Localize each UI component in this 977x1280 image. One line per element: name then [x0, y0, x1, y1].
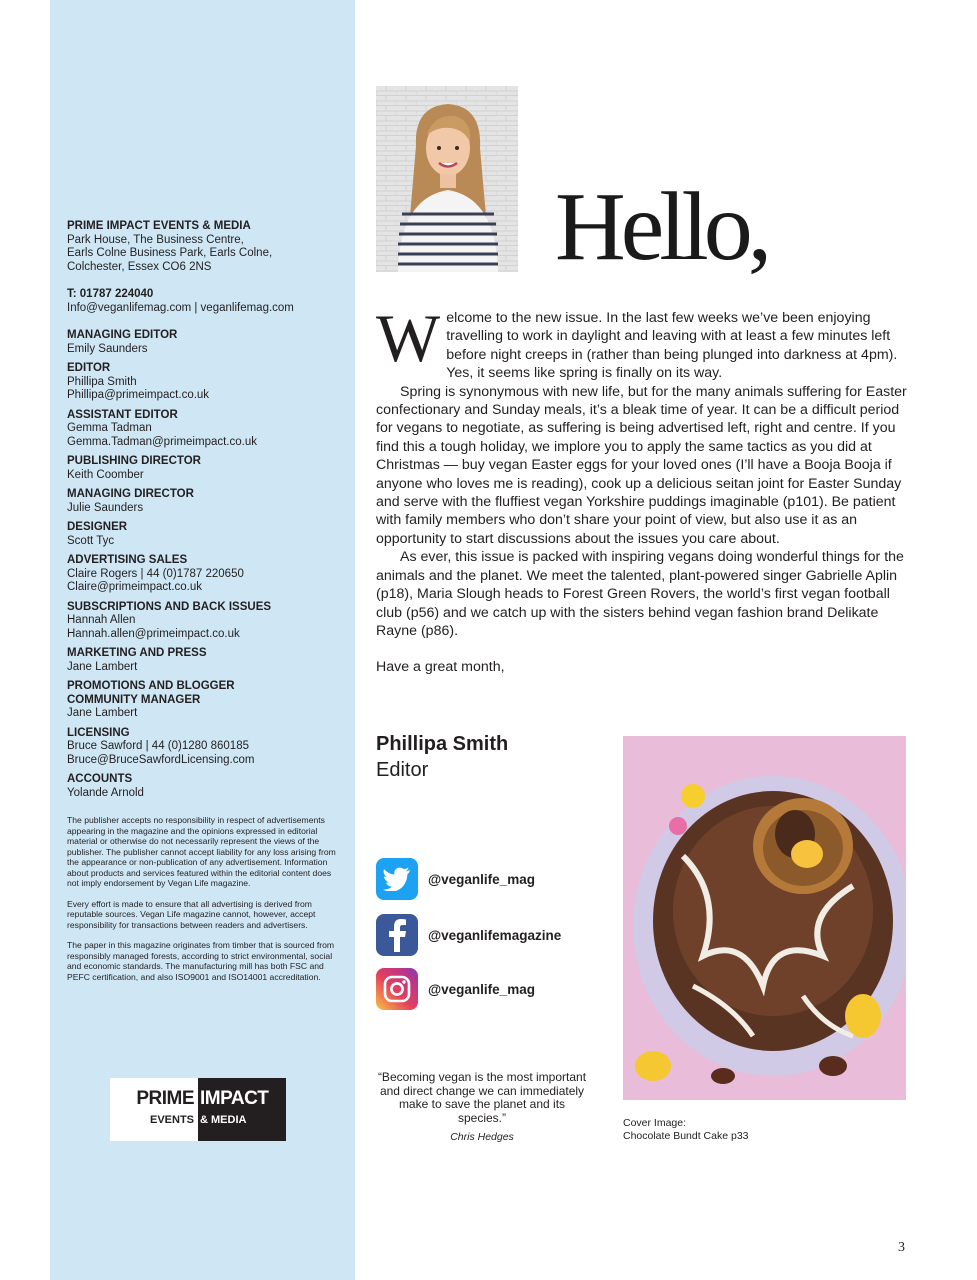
- editorial-letter: [376, 300, 908, 677]
- page-number: 3: [898, 1240, 905, 1255]
- cover-caption-label: Cover Image:: [623, 1117, 687, 1129]
- editorial-paragraph-3: As ever, this issue is packed with inspiring vegans doing wonderful things for the animals and the planet. We meet the talented, plant-powered singer Gabrielle Aplin (p18), Maria Slough heads to Forest Green Rovers, the world’s first vegan football club (p56) and we catch up with the sisters behind vegan fashion brand Delikate Rayne (p86).: [376, 549, 904, 639]
- role-label: MANAGING EDITOR: [67, 329, 178, 341]
- role-person: Phillipa Smith: [67, 375, 137, 388]
- logo-right-panel: [198, 1078, 286, 1141]
- editor-portrait-illustration: [376, 86, 518, 272]
- role-advertising-sales: [67, 554, 347, 595]
- publisher-address-line: Park House, The Business Centre,: [67, 233, 244, 246]
- role-email[interactable]: Hannah.allen@primeimpact.co.uk: [67, 627, 240, 640]
- twitter-icon: [376, 858, 418, 900]
- role-person: Julie Saunders: [67, 501, 144, 514]
- twitter-handle[interactable]: @veganlife_mag: [428, 871, 535, 887]
- social-facebook[interactable]: [376, 914, 561, 956]
- role-label: ACCOUNTS: [67, 773, 133, 785]
- editorial-text: elcome to the new issue. In the last few weeks we’ve been enjoying travelling to work in daylight and leaving with at least a few minutes left before night creeps in (rather than being plunged into darkness at 4pm). Yes, it seems like spring is finally on its way.: [446, 310, 898, 382]
- instagram-icon: [376, 968, 418, 1010]
- role-licensing: [67, 727, 347, 768]
- facebook-handle[interactable]: @veganlifemagazine: [428, 927, 562, 943]
- cover-image: [623, 736, 906, 1100]
- role-email[interactable]: Phillipa@primeimpact.co.uk: [67, 389, 210, 401]
- editorial-signoff: Have a great month,: [376, 659, 505, 676]
- role-label-line2: COMMUNITY MANAGER: [67, 693, 201, 706]
- role-marketing-press: [67, 647, 347, 674]
- pull-quote: “Becoming vegan is the most important and direct change we can immediately make to save the planet and its species.”: [377, 1070, 587, 1125]
- role-label: EDITOR: [67, 362, 111, 374]
- publisher-phone: T: 01787 224040: [67, 288, 154, 300]
- role-assistant-editor: [67, 409, 347, 450]
- masthead: [67, 220, 347, 806]
- logo-word-impact: IMPACT: [200, 1088, 269, 1109]
- role-person: Bruce Sawford | 44 (0)1280 860185: [67, 740, 249, 752]
- role-label: ASSISTANT EDITOR: [67, 408, 178, 421]
- publisher-name: PRIME IMPACT EVENTS & MEDIA: [67, 220, 251, 232]
- page-title: Hello,: [555, 173, 768, 281]
- role-person: Claire Rogers | 44 (0)1787 220650: [67, 567, 244, 580]
- role-accounts: [67, 773, 347, 800]
- role-person: Gemma Tadman: [67, 422, 152, 434]
- disclaimer-paragraph: The paper in this magazine originates from timber that is sourced from responsibly managed forests, according to strict environmental, social and economic standards. The manufacturing mill has both FSC and PEFC certification, and also ISO9001 and ISO14001 accreditation.: [67, 940, 335, 982]
- editorial-paragraph-2: Spring is synonymous with new life, but for the many animals suffering for Easter confectionary and Sunday meals, it’s a bleak time of year. It can be a difficult period for vegans to negotiate, as suffering is being advertised left, right and centre. If you find this a tough holiday, we implore you to apply the same tactics as you did at Christmas — buy vegan Easter eggs for your loved ones (I’ll have a Booja Booja if anyone who loves me is reading), cook up a delicious seitan joint for Easter Sunday and serve with the fluffiest vegan Yorkshire puddings imaginable (p101). Be patient with family members who don’t share your point of view, but also use it as an opportunity to start discussions about the issues you care about.: [376, 383, 907, 547]
- publisher-address-line: Earls Colne Business Park, Earls Colne,: [67, 247, 273, 259]
- editor-role: Editor: [376, 759, 429, 781]
- role-email[interactable]: Gemma.Tadman@primeimpact.co.uk: [67, 435, 257, 448]
- role-label: PUBLISHING DIRECTOR: [67, 455, 201, 467]
- role-label: ADVERTISING SALES: [67, 554, 188, 566]
- role-designer: [67, 521, 347, 548]
- facebook-icon: [376, 914, 418, 956]
- logo-word-events: EVENTS: [149, 1114, 194, 1126]
- role-label: PROMOTIONS AND BLOGGER: [67, 680, 235, 692]
- cover-caption-title: Chocolate Bundt Cake p33: [623, 1130, 749, 1142]
- logo-word-prime: PRIME: [136, 1088, 194, 1109]
- role-label: DESIGNER: [67, 521, 128, 533]
- disclaimer-paragraph: The publisher accepts no responsibility in respect of advertisements appearing in the magazine and the opinions expressed in editorial material or otherwise do not necessarily represent the views of the publisher. The publisher cannot accept liability for any loss arising from the appearance or non-publication of any advertisement. Information about products and services featured within the editorial content does not imply endorsement by Vegan Life magazine.: [67, 815, 336, 888]
- role-editor: [67, 362, 347, 403]
- publisher-disclaimer: [67, 815, 342, 992]
- publisher-web[interactable]: Info@veganlifemag.com | veganlifemag.com: [67, 301, 294, 314]
- editor-name: Phillipa Smith: [376, 733, 509, 755]
- publisher-contact: [67, 288, 347, 315]
- cover-caption: [623, 1117, 749, 1143]
- role-email[interactable]: Bruce@BruceSawfordLicensing.com: [67, 753, 255, 766]
- role-subscriptions: [67, 601, 347, 642]
- editorial-paragraph-1: [376, 300, 908, 383]
- prime-impact-logo: [110, 1078, 286, 1141]
- role-label: SUBSCRIPTIONS AND BACK ISSUES: [67, 600, 272, 613]
- social-instagram[interactable]: [376, 968, 535, 1010]
- role-promotions: [67, 680, 347, 721]
- role-person: Keith Coomber: [67, 468, 144, 481]
- role-person: Jane Lambert: [67, 707, 138, 719]
- logo-left-panel: [110, 1078, 198, 1141]
- role-person: Jane Lambert: [67, 660, 138, 673]
- quote-author: Chris Hedges: [450, 1131, 514, 1143]
- role-publishing-director: [67, 455, 347, 482]
- role-label: LICENSING: [67, 726, 130, 739]
- role-person: Hannah Allen: [67, 614, 136, 626]
- social-twitter[interactable]: [376, 858, 535, 900]
- role-person: Yolande Arnold: [67, 786, 144, 799]
- drop-cap: W: [376, 300, 441, 376]
- role-label: MARKETING AND PRESS: [67, 647, 207, 659]
- publisher-address-line: Colchester, Essex CO6 2NS: [67, 260, 212, 273]
- disclaimer-paragraph: Every effort is made to ensure that all advertising is derived from reputable sources. Vegan Life magazine cannot, however, accept responsibility for transactions between readers and advertisers.: [67, 898, 316, 930]
- logo-word-media: & MEDIA: [200, 1114, 247, 1126]
- role-person: Emily Saunders: [67, 342, 148, 355]
- instagram-handle[interactable]: @veganlife_mag: [428, 981, 535, 997]
- role-email[interactable]: Claire@primeimpact.co.uk: [67, 581, 203, 593]
- chocolate-bundt-cake-illustration: [623, 736, 906, 1100]
- role-label: MANAGING DIRECTOR: [67, 488, 194, 500]
- publisher-block: [67, 220, 347, 274]
- editor-portrait-photo: [376, 86, 518, 272]
- role-managing-editor: [67, 329, 347, 356]
- role-person: Scott Tyc: [67, 534, 115, 547]
- role-managing-director: [67, 488, 347, 515]
